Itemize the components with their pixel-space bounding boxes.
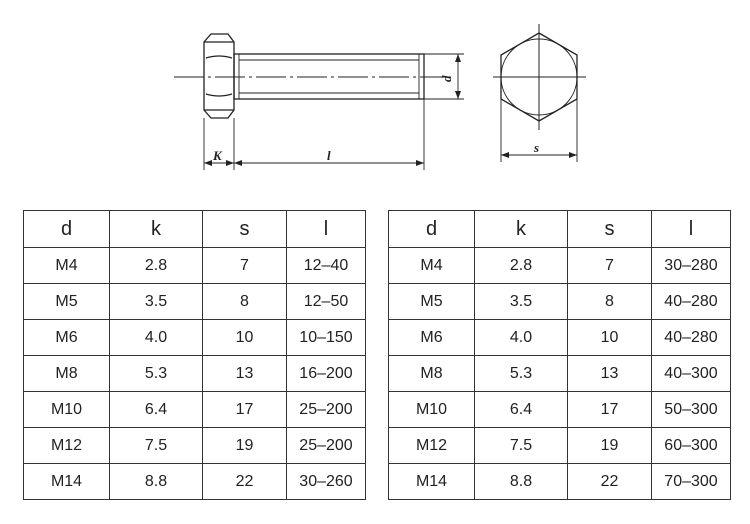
cell-d: M10 bbox=[24, 392, 110, 428]
cell-d: M8 bbox=[24, 356, 110, 392]
cell-d: M14 bbox=[389, 464, 475, 500]
cell-d: M4 bbox=[24, 248, 110, 284]
header-cell-d: d bbox=[389, 211, 475, 248]
cell-s: 7 bbox=[568, 248, 652, 284]
bolt-head-end-view bbox=[493, 24, 586, 130]
cell-k: 5.3 bbox=[110, 356, 203, 392]
cell-s: 8 bbox=[203, 284, 287, 320]
cell-d: M8 bbox=[389, 356, 475, 392]
cell-l: 30–280 bbox=[652, 248, 731, 284]
cell-k: 8.8 bbox=[110, 464, 203, 500]
table-row bbox=[24, 284, 366, 320]
cell-l: 25–200 bbox=[287, 428, 366, 464]
header-cell-s: s bbox=[568, 211, 652, 248]
cell-k: 5.3 bbox=[475, 356, 568, 392]
dimension-k-label: K bbox=[213, 148, 222, 163]
cell-k: 7.5 bbox=[110, 428, 203, 464]
table-header-row bbox=[389, 211, 731, 248]
table-row bbox=[24, 248, 366, 284]
spec-table-left bbox=[23, 210, 366, 500]
dimension-s-label: s bbox=[534, 140, 540, 155]
cell-k: 3.5 bbox=[475, 284, 568, 320]
cell-s: 13 bbox=[568, 356, 652, 392]
bolt-technical-drawing bbox=[0, 0, 750, 200]
cell-d: M4 bbox=[389, 248, 475, 284]
cell-d: M10 bbox=[389, 392, 475, 428]
cell-k: 6.4 bbox=[475, 392, 568, 428]
spec-table-body bbox=[24, 211, 366, 500]
cell-d: M12 bbox=[24, 428, 110, 464]
cell-s: 19 bbox=[568, 428, 652, 464]
header-cell-d: d bbox=[24, 211, 110, 248]
cell-d: M6 bbox=[389, 320, 475, 356]
cell-l: 30–260 bbox=[287, 464, 366, 500]
table-row bbox=[24, 464, 366, 500]
table-row bbox=[389, 248, 731, 284]
cell-s: 22 bbox=[203, 464, 287, 500]
cell-k: 8.8 bbox=[475, 464, 568, 500]
table-row bbox=[24, 356, 366, 392]
header-cell-k: k bbox=[475, 211, 568, 248]
header-cell-k: k bbox=[110, 211, 203, 248]
cell-k: 7.5 bbox=[475, 428, 568, 464]
header-cell-l: l bbox=[287, 211, 366, 248]
header-cell-s: s bbox=[203, 211, 287, 248]
spec-table-right bbox=[388, 210, 731, 500]
table-row bbox=[24, 428, 366, 464]
cell-k: 4.0 bbox=[475, 320, 568, 356]
table-row bbox=[389, 428, 731, 464]
cell-d: M14 bbox=[24, 464, 110, 500]
cell-s: 19 bbox=[203, 428, 287, 464]
cell-k: 2.8 bbox=[475, 248, 568, 284]
spec-table-body bbox=[389, 211, 731, 500]
table-row bbox=[389, 284, 731, 320]
cell-l: 60–300 bbox=[652, 428, 731, 464]
cell-s: 17 bbox=[568, 392, 652, 428]
table-row bbox=[24, 392, 366, 428]
cell-s: 22 bbox=[568, 464, 652, 500]
cell-s: 17 bbox=[203, 392, 287, 428]
cell-k: 2.8 bbox=[110, 248, 203, 284]
cell-s: 10 bbox=[568, 320, 652, 356]
cell-l: 40–280 bbox=[652, 320, 731, 356]
cell-l: 12–50 bbox=[287, 284, 366, 320]
dimension-l-label: l bbox=[327, 148, 331, 163]
cell-l: 50–300 bbox=[652, 392, 731, 428]
cell-s: 13 bbox=[203, 356, 287, 392]
table-row bbox=[24, 320, 366, 356]
cell-d: M12 bbox=[389, 428, 475, 464]
cell-l: 25–200 bbox=[287, 392, 366, 428]
table-row bbox=[389, 392, 731, 428]
cell-l: 40–300 bbox=[652, 356, 731, 392]
cell-k: 6.4 bbox=[110, 392, 203, 428]
cell-d: M5 bbox=[24, 284, 110, 320]
cell-l: 12–40 bbox=[287, 248, 366, 284]
cell-k: 3.5 bbox=[110, 284, 203, 320]
dimension-d-label: d bbox=[439, 75, 454, 82]
cell-d: M5 bbox=[389, 284, 475, 320]
cell-l: 16–200 bbox=[287, 356, 366, 392]
table-row bbox=[389, 356, 731, 392]
cell-k: 4.0 bbox=[110, 320, 203, 356]
table-header-row bbox=[24, 211, 366, 248]
table-row bbox=[389, 320, 731, 356]
cell-l: 70–300 bbox=[652, 464, 731, 500]
cell-s: 7 bbox=[203, 248, 287, 284]
cell-s: 10 bbox=[203, 320, 287, 356]
table-row bbox=[389, 464, 731, 500]
cell-l: 10–150 bbox=[287, 320, 366, 356]
cell-d: M6 bbox=[24, 320, 110, 356]
cell-l: 40–280 bbox=[652, 284, 731, 320]
cell-s: 8 bbox=[568, 284, 652, 320]
header-cell-l: l bbox=[652, 211, 731, 248]
bolt-head-side-view bbox=[204, 34, 234, 118]
